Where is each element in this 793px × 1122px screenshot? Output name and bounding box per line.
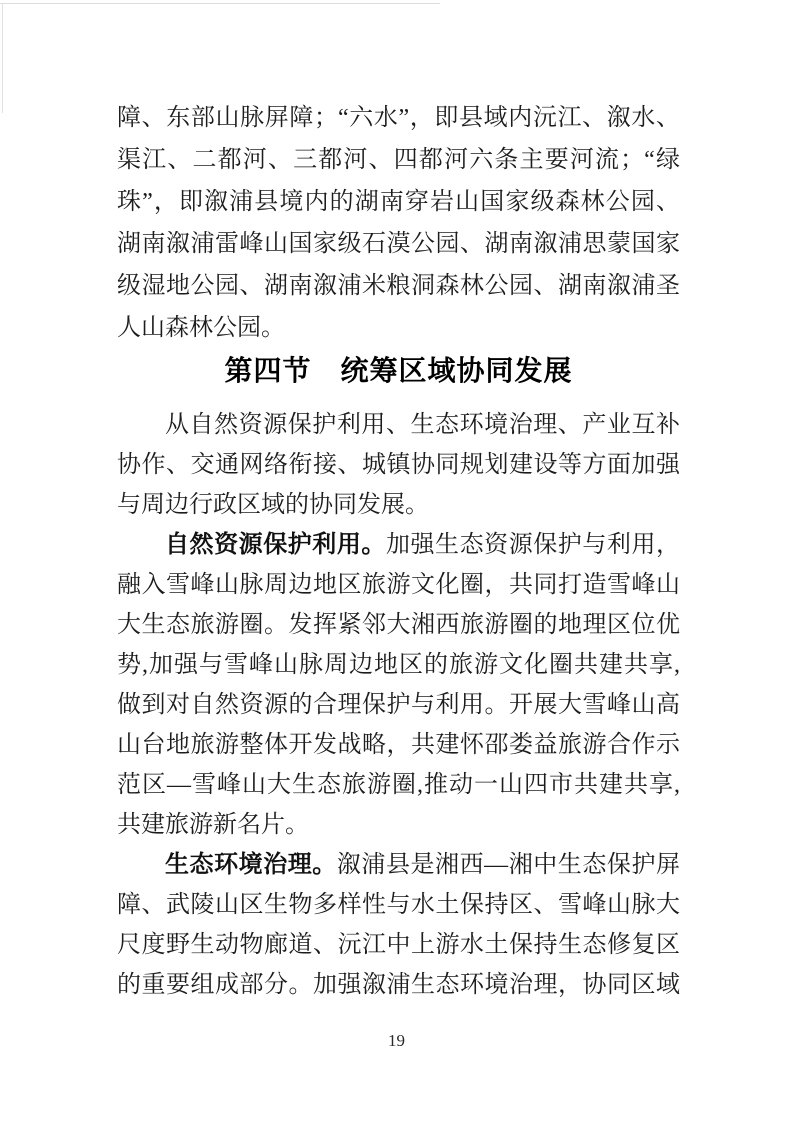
text-line xyxy=(117,307,680,349)
paragraph xyxy=(117,405,680,525)
text-line xyxy=(117,845,680,885)
body-text: 尺度野生动物廊道、沅江中上游水土保持生态修复区 xyxy=(117,932,680,958)
body-text: 的重要组成部分。加强溆浦生态环境治理，协同区域 xyxy=(117,972,680,998)
body-text: 山台地旅游整体开发战略，共建怀邵娄益旅游合作示 xyxy=(117,732,680,758)
section-heading: 第四节 统筹区域协同发展 xyxy=(224,355,573,386)
text-line xyxy=(117,405,680,445)
text-line xyxy=(117,525,680,565)
body-text: 湖南溆浦雷峰山国家级石漠公园、湖南溆浦思蒙国家 xyxy=(117,231,680,257)
body-text: 人山森林公园。 xyxy=(117,315,285,341)
text-line xyxy=(117,885,680,925)
body-text: 珠”，即溆浦县境内的湖南穿岩山国家级森林公园、 xyxy=(117,189,680,215)
body-text: 从自然资源保护利用、生态环境治理、产业互补 xyxy=(165,412,680,438)
text-line xyxy=(117,485,680,525)
body-text: 大生态旅游圈。发挥紧邻大湘西旅游圈的地理区位优 xyxy=(117,612,680,638)
text-line xyxy=(117,965,680,1005)
text-block xyxy=(117,97,680,1005)
bold-lead-text: 生态环境治理。 xyxy=(165,851,337,878)
scan-edge-artifact xyxy=(2,3,3,113)
text-line xyxy=(117,139,680,181)
body-text: 融入雪峰山脉周边地区旅游文化圈，共同打造雪峰山 xyxy=(117,572,680,598)
text-line xyxy=(117,265,680,307)
scan-edge-artifact xyxy=(0,3,440,4)
paragraph xyxy=(117,525,680,845)
body-text: 障、东部山脉屏障；“六水”，即县域内沅江、溆水、 xyxy=(117,105,680,131)
text-line xyxy=(117,685,680,725)
page-number: 19 xyxy=(388,1031,405,1050)
body-text: 做到对自然资源的合理保护与利用。开展大雪峰山高 xyxy=(117,692,680,718)
text-line xyxy=(117,605,680,645)
body-text: 共建旅游新名片。 xyxy=(117,812,309,838)
body-text: 加强生态资源保护与利用， xyxy=(385,532,681,558)
text-line xyxy=(117,565,680,605)
body-text: 溆浦县是湘西—湘中生态保护屏 xyxy=(336,852,681,878)
text-line xyxy=(117,223,680,265)
text-line xyxy=(117,181,680,223)
text-line xyxy=(117,97,680,139)
body-text: 渠江、二都河、三都河、四都河六条主要河流；“绿 xyxy=(117,147,680,173)
body-text: 障、武陵山区生物多样性与水土保持区、雪峰山脉大 xyxy=(117,892,680,918)
text-line xyxy=(117,925,680,965)
text-line xyxy=(117,765,680,805)
text-line xyxy=(117,645,680,685)
text-line xyxy=(117,445,680,485)
body-text: 范区—雪峰山大生态旅游圈,推动一山四市共建共享, xyxy=(117,772,680,798)
text-line xyxy=(117,805,680,845)
body-text: 与周边行政区域的协同发展。 xyxy=(117,492,429,518)
bold-lead-text: 自然资源保护利用。 xyxy=(165,531,386,558)
body-text: 势,加强与雪峰山脉周边地区的旅游文化圈共建共享, xyxy=(117,652,680,678)
text-line xyxy=(117,725,680,765)
paragraph xyxy=(117,845,680,1005)
body-text: 级湿地公园、湖南溆浦米粮洞森林公园、湖南溆浦圣 xyxy=(117,273,680,299)
paragraph-continuation xyxy=(117,97,680,349)
body-text: 协作、交通网络衔接、城镇协同规划建设等方面加强 xyxy=(117,452,680,478)
